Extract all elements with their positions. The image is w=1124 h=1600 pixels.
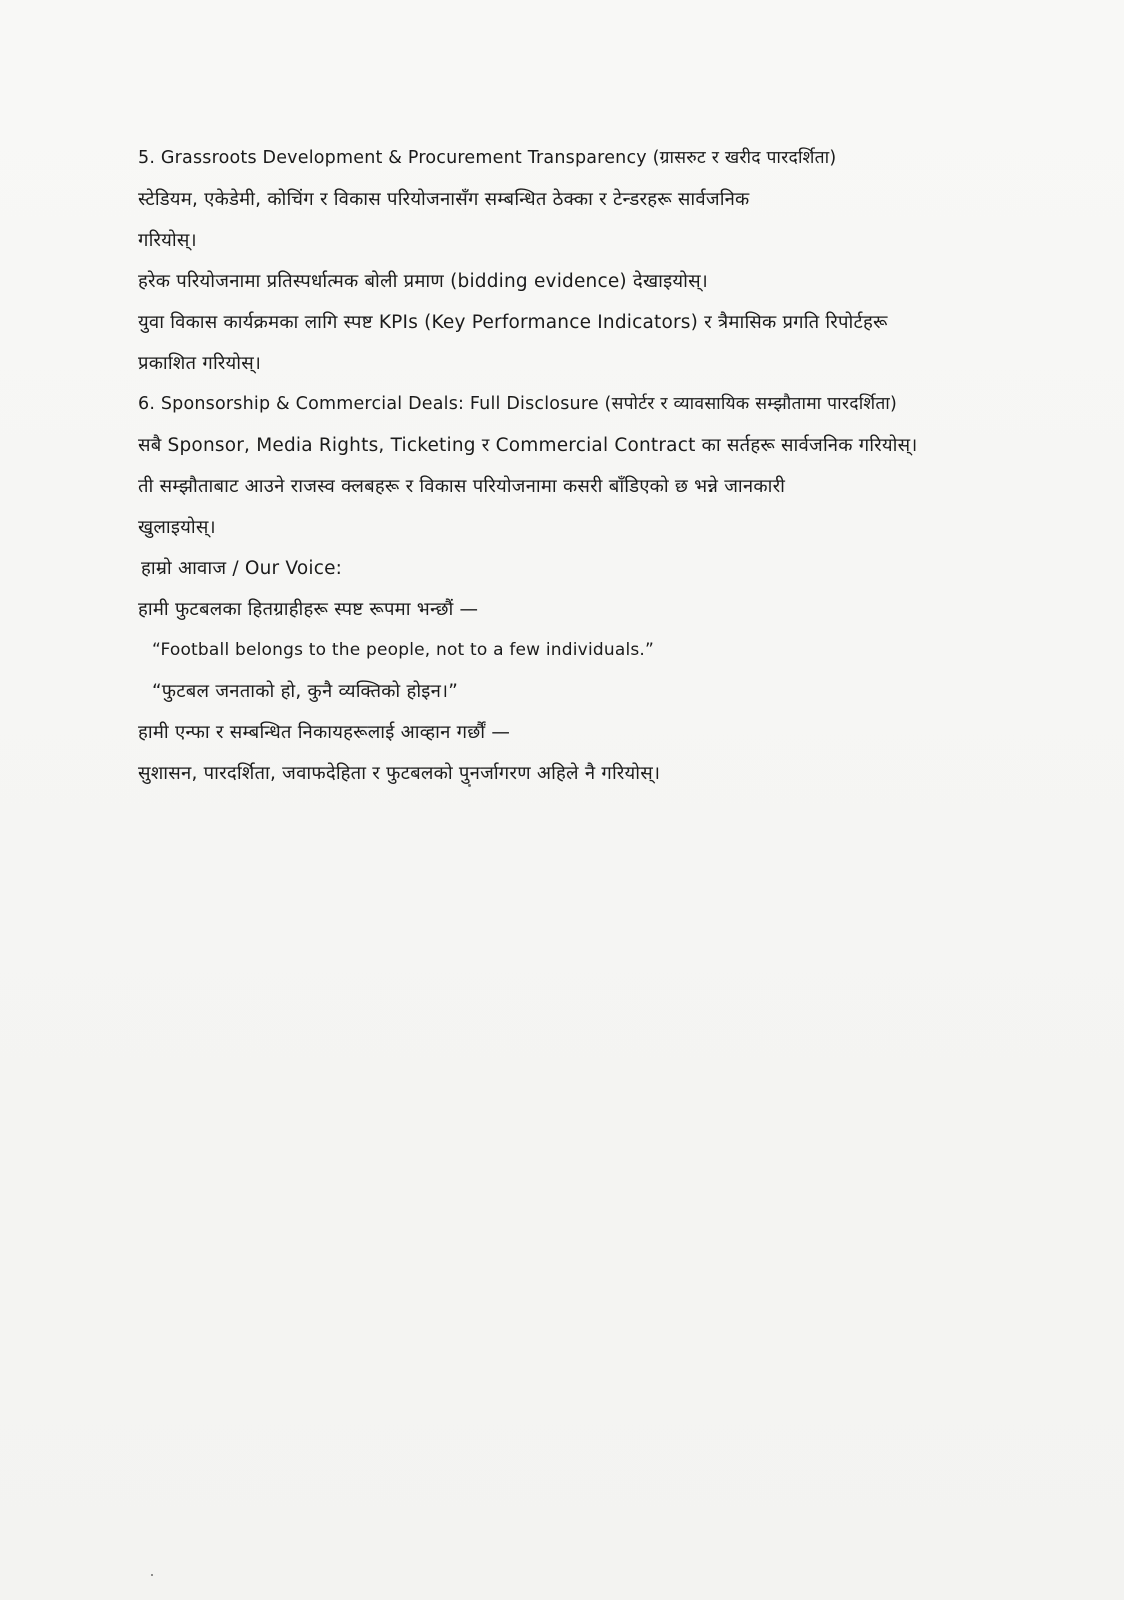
our-voice-heading: हाम्रो आवाज / Our Voice: — [141, 558, 343, 579]
paragraph-line: हामी फुटबलका हितग्राहीहरू स्पष्ट रूपमा भन्छौं — — [138, 599, 479, 620]
paragraph-line: हामी एन्फा र सम्बन्धित निकायहरूलाई आव्हान गर्छौं — — [138, 722, 511, 743]
document-body — [138, 138, 998, 794]
scan-speck — [468, 784, 471, 787]
scan-speck — [151, 1574, 153, 1576]
paragraph-line: हरेक परियोजनामा प्रतिस्पर्धात्मक बोली प्रमाण (bidding evidence) देखाइयोस्। — [138, 271, 709, 292]
paragraph-line: युवा विकास कार्यक्रमका लागि स्पष्ट KPIs (Key Performance Indicators) र त्रैमासिक प्रगति रिपोर्टहरू — [138, 312, 888, 333]
section-5-heading: 5. Grassroots Development & Procurement Transparency (ग्रासरुट र खरीद पारदर्शिता) — [138, 148, 837, 168]
paragraph-line: खुलाइयोस्। — [138, 517, 216, 538]
english-quote: “Football belongs to the people, not to a few individuals.” — [152, 640, 655, 660]
paragraph-line: गरियोस्। — [138, 230, 197, 251]
paragraph-line: सबै Sponsor, Media Rights, Ticketing र Commercial Contract का सर्तहरू सार्वजनिक गरियोस्। — [138, 435, 918, 456]
paragraph-line: प्रकाशित गरियोस्। — [138, 353, 262, 374]
paragraph-line: ती सम्झौताबाट आउने राजस्व क्लबहरू र विकास परियोजनामा कसरी बाँडिएको छ भन्ने जानकारी — [138, 476, 786, 497]
paragraph-line: स्टेडियम, एकेडेमी, कोचिंग र विकास परियोजनासँग सम्बन्धित ठेक्का र टेन्डरहरू सार्वजनिक — [138, 189, 750, 210]
closing-line: सुशासन, पारदर्शिता, जवाफदेहिता र फुटबलको पुनर्जागरण अहिले नै गरियोस्। — [138, 763, 661, 784]
section-6-heading: 6. Sponsorship & Commercial Deals: Full Disclosure (सपोर्टर र व्यावसायिक सम्झौतामा पारदर्शिता) — [138, 394, 898, 414]
nepali-quote: “फुटबल जनताको हो, कुनै व्यक्तिको होइन।” — [152, 681, 459, 702]
